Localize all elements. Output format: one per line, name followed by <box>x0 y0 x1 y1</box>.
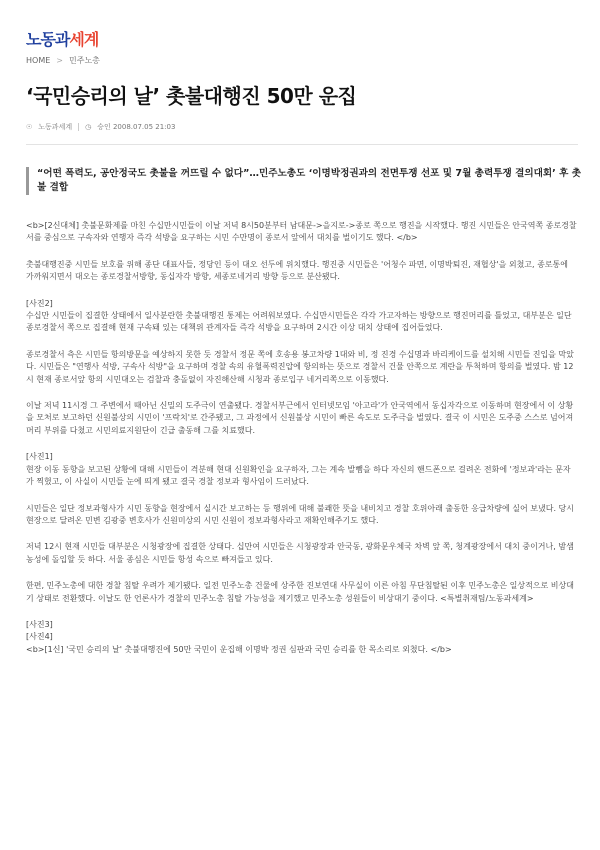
article-date: 승인 2008.07.05 21:03 <box>97 123 176 131</box>
article-paragraph: <b>[2신대체] 촛불문화제를 마친 수십만시민들이 이날 저녁 8시50분부터 남대문->을지로->종로 쪽으로 행진을 시작했다. 행진 시민들은 안국역쪽 종로경찰서를 중심으로 구속자와 연행자 즉각 석방을 요구하는 시민 수만명이 종로서 앞에서 대치를 벌이기도 했다. </b> <box>26 221 577 243</box>
header-divider <box>26 144 578 145</box>
article-paragraph: 종로경찰서 측은 시민들 항의방문을 예상하지 못한 듯 경찰서 정문 쪽에 호송용 봉고차량 1대와 비, 정 진경 수십명과 바리케이드를 설치해 시민들 진입을 막았다. 시민들은 "연행사 석방, 구속사 석방"을 요구하며 경찰 속의 유혈폭력진압에 항의하는 뜻으로 경찰서 건물 안쪽으로 계란을 투척하며 항의를 벌였다. 밤 12시 현재 종로서앞 항의 시민대오는 검찰과 충돌없이 자진해산해 시청과 종로입구 네거리쪽으로 이동했다. <box>26 349 574 384</box>
breadcrumb-home[interactable]: HOME <box>26 56 51 65</box>
chevron-right-icon: > <box>56 56 63 65</box>
article-paragraph: 한편, 민주노총에 대한 경찰 침탈 우려가 제기됐다. 일전 민주노총 건물에 상주한 진보연대 사무실이 이른 아침 무단침탈된 이후 민주노총은 일상적으로 비상대기 상태로 전환했다. 이날도 한 언론사가 경찰의 민주노총 침탈 가능성을 제기했고 민주노총 성원들이 비상대기 중이다. <특별취재팀/노동과세계> <box>26 581 574 603</box>
breadcrumb <box>26 55 100 66</box>
logo-part2: 세계 <box>69 30 99 49</box>
site-logo[interactable] <box>26 28 98 50</box>
article-title: ‘국민승리의 날’ 촛불대행진 50만 운집 <box>26 84 357 108</box>
article-paragraph: 저녁 12시 현재 시민들 대부분은 시청광장에 집결한 상태다. 십만여 시민들은 시청광장과 안국동, 광화문우체국 차벽 앞 쪽, 청계광장에서 대치 중이거나, 밤샘농성에 돌입할 듯 하다. 서울 종심은 시민들 항성 속으로 빠져들고 있다. <box>26 542 574 564</box>
article-paragraph: 촛불대행진중 시민들 보호를 위해 종단 대표사들, 정당인 등이 대오 선두에 위치했다. 행진중 시민들은 '어청수 파면, 이명박퇴진, 재협상'을 외쳤고, 종로통에 가까워지면서 대오는 종로경찰서방향, 동십자각 방향, 세종로네거리 방향 등으로 분산됐다. <box>26 259 569 282</box>
user-icon: ☉ <box>26 123 33 131</box>
article-paragraph: 이날 저녁 11시경 그 주변에서 때아닌 신밀의 도주극이 연출됐다. 경찰서부근에서 인터넷모임 '아고라'가 안국역에서 동십자각으로 이동하며 현장에서 이 상황을 모처로 보고하던 신원불상의 시민이 '프락치'로 간주됐고, 그 과정에서 신원불상 시민이 빠른 속도로 도주극을 벌였다. 결국 이 시민은 도주중 스스로 넘어져 머리 부위를 다쳤고 시민의료지원단이 긴급 출동해 그를 치료했다. <box>26 401 574 435</box>
article-body <box>26 220 578 656</box>
article-subtitle: “어떤 폭력도, 공안정국도 촛불을 꺼뜨릴 수 없다”…민주노총도 ‘이명박정권과의 전면투쟁 선포 및 7월 총력투쟁 결의대회’ 후 촛불 결합 <box>26 167 589 195</box>
clock-icon: ◷ <box>85 123 92 131</box>
breadcrumb-section[interactable]: 민주노총 <box>68 56 100 65</box>
article-paragraph: [사진2] 수십만 시민들이 집결한 상태에서 일사분란한 촛불대행진 통제는 어려워보였다. 수십만시민들은 각각 가고자하는 방향으로 행진머리를 틀었고, 대부분은 일단 종로경찰서 쪽으로 집결해 현재 구속돼 있는 대책위 관계자들 즉각 석방을 요구하며 2시간 이상 대치 상태에 집어들었다. <box>26 298 572 333</box>
logo-part1: 노동과 <box>26 30 70 49</box>
article-paragraph: [사진3] [사진4] <b>[1신] '국민 승리의 날' 촛불대행진에 50만 국민이 운집해 이명박 정권 심판과 국민 승리를 한 목소리로 외쳤다. </b> <box>26 619 452 654</box>
meta-divider <box>78 123 79 131</box>
article-meta <box>26 122 175 132</box>
article-paragraph: 시민들은 일단 정보과형사가 시민 동향을 현장에서 실시간 보고하는 등 행위에 대해 불쾌한 뜻을 내비치고 경찰 호위아래 출동한 응급차량에 실어 보냈다. 당시 현장으로 달려온 민변 김광중 변호사가 신원미상의 시민 신원이 정보과형사라고 재확인해주기도 했다. <box>26 503 574 525</box>
article-author: 노동과세계 <box>38 123 73 131</box>
article-paragraph: [사진1] 현장 이동 동향을 보고된 상황에 대해 시민들이 격분해 현대 신원확인을 요구하자, 그는 계속 발뺌을 하다 자신의 핸드폰으로 걸려온 전화에 '정보과'라는 문자가 찍혔고, 이 사실이 시민들 눈에 띄게 됐고 결국 경찰 정보과 형사임이 드러났다. <box>26 452 571 487</box>
